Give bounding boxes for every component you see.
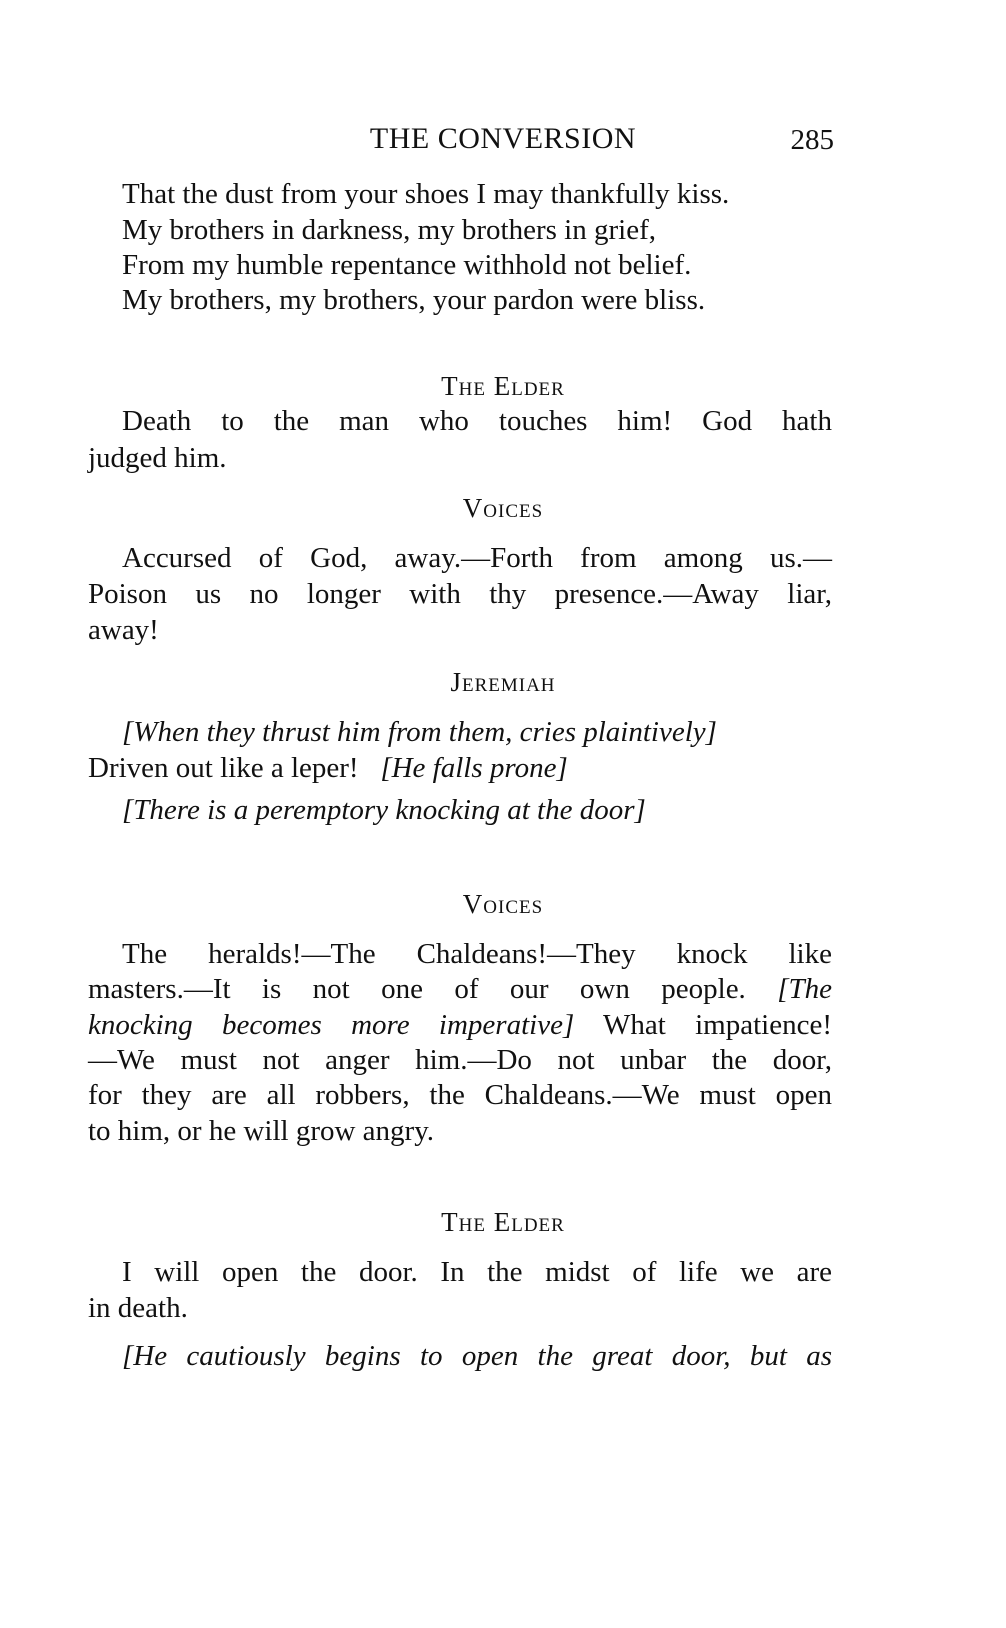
stage-direction-text: [He falls prone] [380, 752, 568, 784]
dialogue-line: I will open the door. In the midst of life we are [122, 1256, 832, 1288]
verse-line: My brothers in darkness, my brothers in grief, [122, 214, 656, 246]
stage-direction-text: [The [777, 973, 832, 1005]
stage-direction-text: knocking becomes more imperative] [88, 1009, 575, 1041]
stage-direction [122, 1338, 832, 1374]
speaker-name: The Elder [441, 371, 565, 401]
dialogue-line [88, 971, 832, 1007]
dialogue-line [88, 750, 832, 786]
speaker-name: Voices [462, 493, 544, 523]
stage-direction-text: [When they thrust him from them, cries plaintively] [122, 716, 717, 748]
stage-direction-text: [There is a peremptory knocking at the door] [122, 794, 646, 826]
speaker-name: Jeremiah [450, 667, 556, 697]
speaker-name: Voices [462, 889, 544, 919]
dialogue-line: in death. [88, 1292, 188, 1324]
dialogue-line: —We must not anger him.—Do not unbar the door, [88, 1044, 832, 1076]
verse-line: From my humble repentance withhold not belief. [122, 249, 692, 281]
dialogue-line [88, 1007, 832, 1043]
dialogue-text: What impatience! [603, 1009, 832, 1041]
verse-line: My brothers, my brothers, your pardon were bliss. [122, 284, 706, 316]
page-number: 285 [790, 124, 834, 156]
dialogue-text: Driven out like a leper! [88, 752, 359, 784]
verse-line: That the dust from your shoes I may thankfully kiss. [122, 178, 730, 210]
stage-direction [122, 714, 832, 750]
running-head: THE CONVERSION [369, 122, 637, 155]
dialogue-line: The heralds!—The Chaldeans!—They knock like [122, 938, 832, 970]
dialogue-line: judged him. [88, 442, 227, 474]
speaker-name: The Elder [441, 1207, 565, 1237]
stage-direction [122, 792, 832, 828]
dialogue-line: Death to the man who touches him! God hath [122, 405, 832, 437]
dialogue-line: Accursed of God, away.—Forth from among us.— [122, 542, 832, 574]
dialogue-line: to him, or he will grow angry. [88, 1115, 435, 1147]
dialogue-line: Poison us no longer with thy presence.—Away liar, [88, 578, 832, 610]
stage-direction-text: [He cautiously begins to open the great door, but as [122, 1340, 832, 1372]
dialogue-text: masters.—It is not one of our own people. [88, 973, 746, 1005]
dialogue-line: for they are all robbers, the Chaldeans.—We must open [88, 1079, 832, 1111]
dialogue-line: away! [88, 614, 159, 646]
